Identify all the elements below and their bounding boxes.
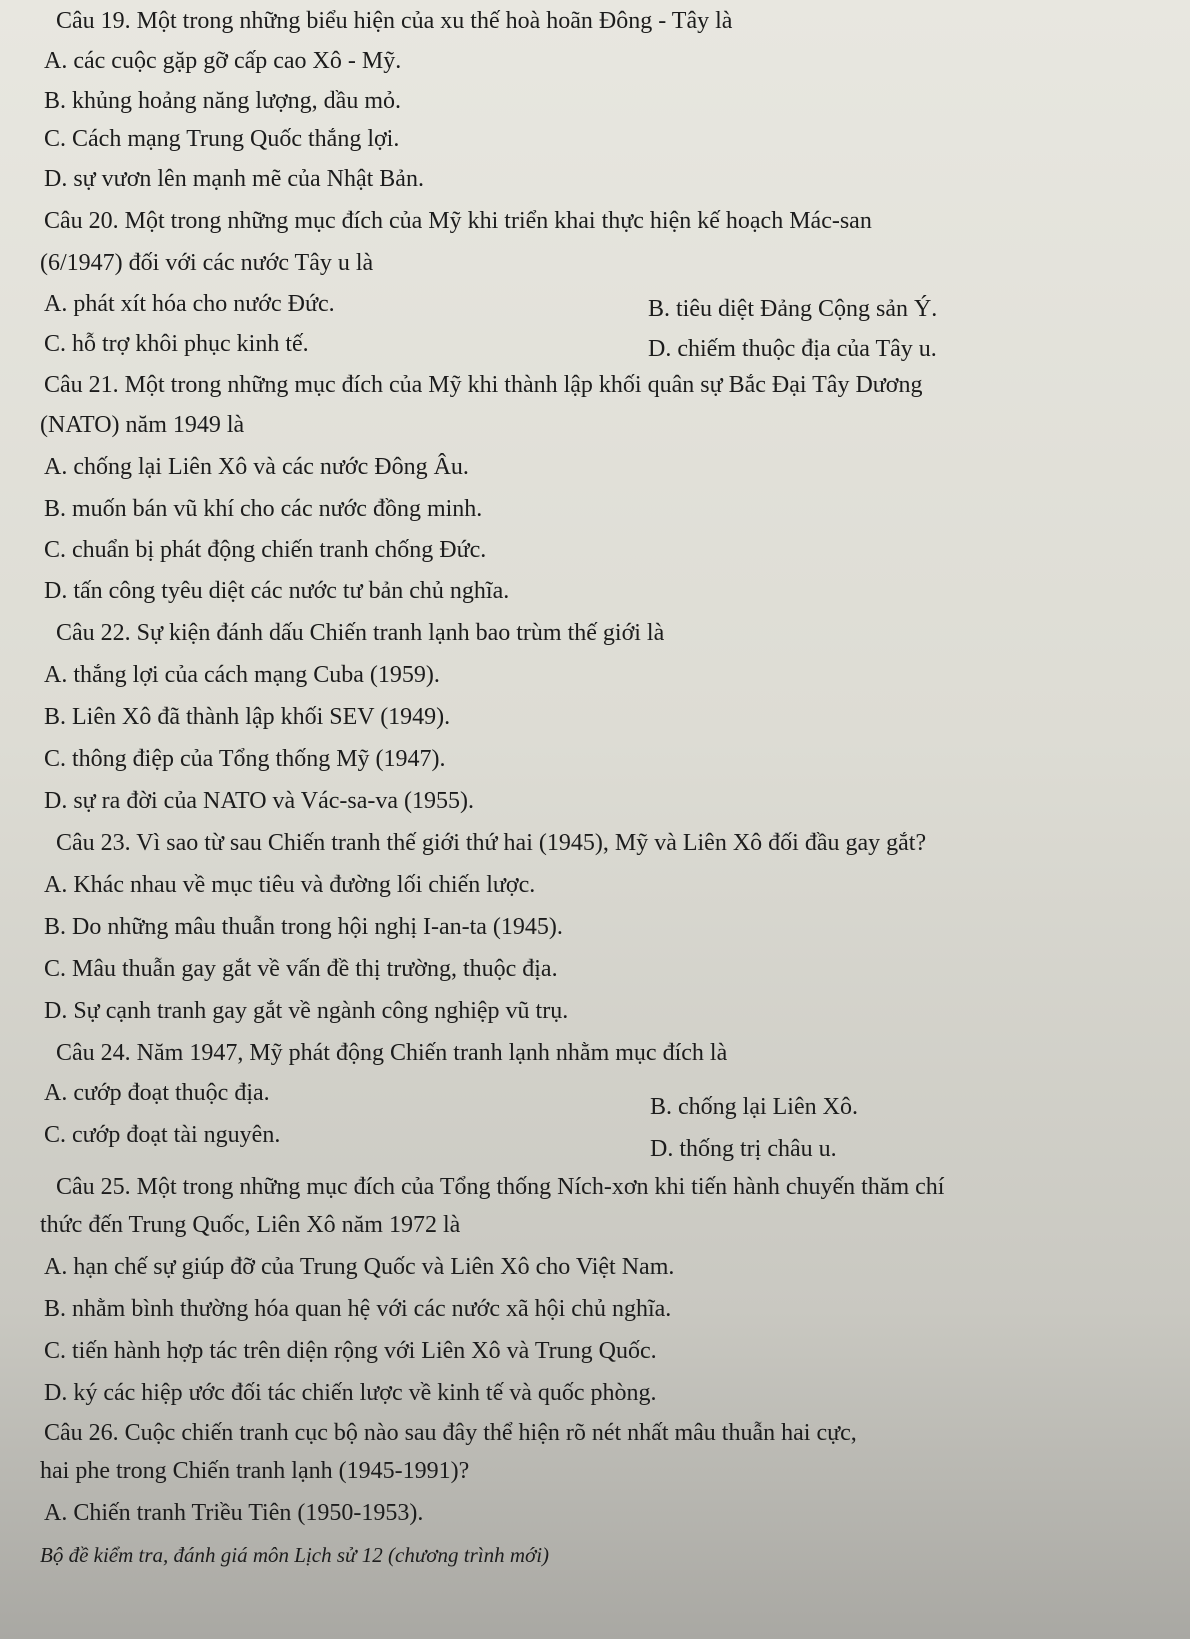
question-21-option-a: A. chống lại Liên Xô và các nước Đông Âu. xyxy=(44,454,469,480)
question-20-option-b: B. tiêu diệt Đảng Cộng sản Ý. xyxy=(648,296,938,322)
question-23-stem: Câu 23. Vì sao từ sau Chiến tranh thế giới thứ hai (1945), Mỹ và Liên Xô đối đầu gay gắt? xyxy=(56,830,927,856)
question-25-stem-line-1: Câu 25. Một trong những mục đích của Tổng thống Ních-xơn khi tiến hành chuyến thăm chí xyxy=(56,1174,945,1200)
question-22-option-c: C. thông điệp của Tổng thống Mỹ (1947). xyxy=(44,746,446,772)
question-26-option-a: A. Chiến tranh Triều Tiên (1950-1953). xyxy=(44,1500,424,1526)
question-20-option-c: C. hỗ trợ khôi phục kinh tế. xyxy=(44,331,309,357)
question-25-option-a: A. hạn chế sự giúp đỡ của Trung Quốc và Liên Xô cho Việt Nam. xyxy=(44,1254,675,1280)
question-26-stem-line-1: Câu 26. Cuộc chiến tranh cục bộ nào sau đây thể hiện rõ nét nhất mâu thuẫn hai cực, xyxy=(44,1420,857,1446)
question-24-option-c: C. cướp đoạt tài nguyên. xyxy=(44,1122,281,1148)
footer-caption: Bộ đề kiểm tra, đánh giá môn Lịch sử 12 (chương trình mới) xyxy=(40,1543,550,1567)
question-24-stem: Câu 24. Năm 1947, Mỹ phát động Chiến tranh lạnh nhằm mục đích là xyxy=(56,1040,728,1066)
question-25-stem-line-2: thức đến Trung Quốc, Liên Xô năm 1972 là xyxy=(40,1212,461,1238)
question-25-option-c: C. tiến hành hợp tác trên diện rộng với Liên Xô và Trung Quốc. xyxy=(44,1338,657,1364)
question-21-option-d: D. tấn công tyêu diệt các nước tư bản chủ nghĩa. xyxy=(44,578,510,604)
question-19-option-b: B. khủng hoảng năng lượng, dầu mỏ. xyxy=(44,88,401,114)
question-24-option-d: D. thống trị châu u. xyxy=(650,1136,837,1162)
question-23-option-b: B. Do những mâu thuẫn trong hội nghị I-an-ta (1945). xyxy=(44,914,563,940)
question-20-stem-line-2: (6/1947) đối với các nước Tây u là xyxy=(40,250,374,276)
question-24-option-b: B. chống lại Liên Xô. xyxy=(650,1094,858,1120)
question-23-option-c: C. Mâu thuẫn gay gắt về vấn đề thị trường, thuộc địa. xyxy=(44,956,558,982)
question-21-option-c: C. chuẩn bị phát động chiến tranh chống Đức. xyxy=(44,537,487,563)
question-22-stem: Câu 22. Sự kiện đánh dấu Chiến tranh lạnh bao trùm thế giới là xyxy=(56,620,665,646)
question-19-option-a: A. các cuộc gặp gỡ cấp cao Xô - Mỹ. xyxy=(44,48,402,74)
question-21-stem-line-2: (NATO) năm 1949 là xyxy=(40,412,245,438)
question-21-stem-line-1: Câu 21. Một trong những mục đích của Mỹ khi thành lập khối quân sự Bắc Đại Tây Dương xyxy=(44,372,923,398)
question-26-stem-line-2: hai phe trong Chiến tranh lạnh (1945-1991)? xyxy=(40,1458,470,1484)
question-23-option-d: D. Sự cạnh tranh gay gắt về ngành công nghiệp vũ trụ. xyxy=(44,998,569,1024)
question-22-option-d: D. sự ra đời của NATO và Vác-sa-va (1955). xyxy=(44,788,475,814)
question-21-option-b: B. muốn bán vũ khí cho các nước đồng minh. xyxy=(44,496,483,522)
question-19-stem: Câu 19. Một trong những biểu hiện của xu thế hoà hoãn Đông - Tây là xyxy=(56,8,733,34)
question-22-option-b: B. Liên Xô đã thành lập khối SEV (1949). xyxy=(44,704,451,730)
question-25-option-d: D. ký các hiệp ước đối tác chiến lược về kinh tế và quốc phòng. xyxy=(44,1380,657,1406)
question-25-option-b: B. nhằm bình thường hóa quan hệ với các nước xã hội chủ nghĩa. xyxy=(44,1296,672,1322)
question-20-option-d: D. chiếm thuộc địa của Tây u. xyxy=(648,336,937,362)
question-22-option-a: A. thắng lợi của cách mạng Cuba (1959). xyxy=(44,662,440,688)
question-24-option-a: A. cướp đoạt thuộc địa. xyxy=(44,1080,270,1106)
question-20-stem-line-1: Câu 20. Một trong những mục đích của Mỹ khi triển khai thực hiện kế hoạch Mác-san xyxy=(44,208,872,234)
question-19-option-d: D. sự vươn lên mạnh mẽ của Nhật Bản. xyxy=(44,166,424,192)
question-20-option-a: A. phát xít hóa cho nước Đức. xyxy=(44,291,335,317)
question-19-option-c: C. Cách mạng Trung Quốc thắng lợi. xyxy=(44,126,400,152)
question-23-option-a: A. Khác nhau về mục tiêu và đường lối chiến lược. xyxy=(44,872,536,898)
